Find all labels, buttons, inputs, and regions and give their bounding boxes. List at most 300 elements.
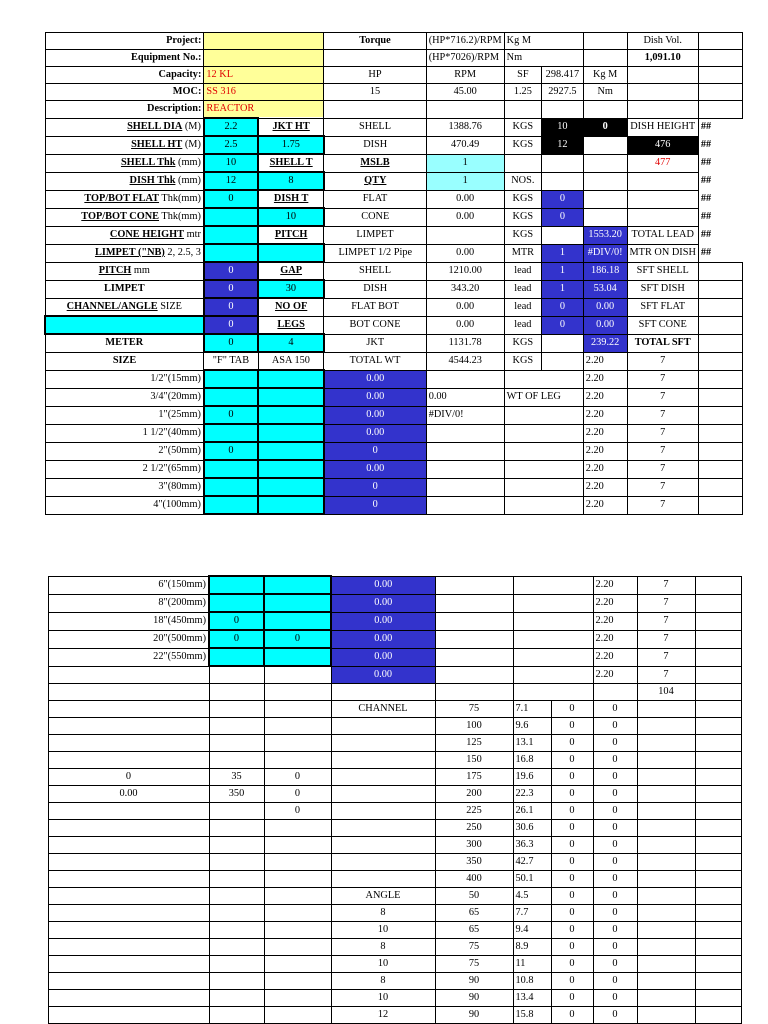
mslb-input[interactable]: 1 — [426, 154, 504, 172]
size-value: 0.00 — [331, 648, 435, 666]
weight-value-9: 0.00 — [426, 316, 504, 334]
meter-input[interactable]: 0 — [204, 334, 258, 352]
limpet-nb-input[interactable] — [204, 244, 258, 262]
capacity-input[interactable]: 12 KL — [204, 67, 324, 84]
mtr-on-dish-label: MTR ON DISH — [627, 244, 698, 262]
section-a — [48, 718, 209, 735]
cell — [695, 956, 741, 973]
asa150-input[interactable] — [264, 576, 331, 594]
spreadsheet-bottom — [0, 575, 768, 1024]
moc-input[interactable]: SS 316 — [204, 84, 324, 101]
f-tab-input[interactable] — [209, 648, 264, 666]
section-size: 300 — [435, 837, 513, 854]
section-d — [331, 820, 435, 837]
size-g: 2.20 — [583, 424, 627, 442]
section-h: 0 — [593, 820, 637, 837]
section-row — [0, 837, 768, 854]
f-tab-input[interactable]: 0 — [209, 612, 264, 630]
size-h: 7 — [627, 388, 698, 406]
cell — [426, 101, 504, 119]
cell — [695, 803, 741, 820]
f-tab-input[interactable]: 0 — [209, 630, 264, 648]
description-input[interactable]: REACTOR — [204, 101, 324, 119]
cell — [695, 837, 741, 854]
asa150-input[interactable] — [264, 648, 331, 666]
section-size: 175 — [435, 769, 513, 786]
section-a — [48, 973, 209, 990]
cell — [695, 854, 741, 871]
unit-shell-dia: (M) — [182, 121, 201, 132]
section-d — [331, 718, 435, 735]
f-tab-input[interactable] — [204, 478, 258, 496]
section-b — [209, 718, 264, 735]
section-size: 100 — [435, 718, 513, 735]
weight-unit-2: KGS — [504, 190, 541, 208]
size-value: 0.00 — [324, 424, 426, 442]
f-tab-input[interactable] — [204, 388, 258, 406]
cell — [695, 576, 741, 594]
section-g: 0 — [551, 837, 593, 854]
weight-unit-5: MTR — [504, 244, 541, 262]
section-h: 0 — [593, 973, 637, 990]
cell — [695, 648, 741, 666]
torque-formula-2: (HP*7026)/RPM — [426, 50, 504, 67]
cell — [627, 190, 698, 208]
weight-value-6: 1210.00 — [426, 262, 504, 280]
overflow-hash: ## — [700, 229, 712, 240]
cell-k11: 12 — [542, 136, 584, 154]
qty-input[interactable]: 1 — [426, 172, 504, 190]
unit-cone-height: mtr — [184, 229, 201, 240]
section-b — [209, 735, 264, 752]
size-row — [0, 370, 768, 388]
cell — [513, 630, 593, 648]
section-h: 0 — [593, 905, 637, 922]
cell-k-l4: 0 — [542, 298, 584, 316]
f-tab-input[interactable] — [209, 594, 264, 612]
section-b — [209, 820, 264, 837]
unit-limpet-nb: 2, 2.5, 3 — [164, 247, 201, 258]
weight-unit-3: KGS — [504, 208, 541, 226]
rpm-label: RPM — [426, 67, 504, 84]
cell — [698, 84, 742, 101]
total-lead-label: TOTAL LEAD — [627, 226, 698, 244]
unit-shell-thk: (mm) — [175, 157, 201, 168]
spreadsheet-top — [0, 32, 768, 515]
section-size: 225 — [435, 803, 513, 820]
asa150-input[interactable] — [264, 612, 331, 630]
section-a — [48, 922, 209, 939]
sft-flat-label: SFT FLAT — [627, 298, 698, 316]
section-g: 0 — [551, 939, 593, 956]
size-h: 7 — [637, 576, 695, 594]
section-d — [331, 786, 435, 803]
section-weight: 13.1 — [513, 735, 551, 752]
section-weight: 42.7 — [513, 854, 551, 871]
section-d: 8 — [331, 973, 435, 990]
label-pitch-2: PITCH — [258, 226, 324, 244]
section-b — [209, 803, 264, 820]
section-b — [209, 1007, 264, 1024]
cell — [698, 352, 742, 370]
shell-ht-input[interactable]: 2.5 — [204, 136, 258, 154]
cell — [698, 33, 742, 50]
cell — [324, 50, 426, 67]
cell — [542, 101, 584, 119]
asa150-input[interactable] — [258, 388, 324, 406]
section-size: 90 — [435, 990, 513, 1007]
weight-label-8: FLAT BOT — [324, 298, 426, 316]
size-e — [426, 424, 504, 442]
weight-value-2: 0.00 — [426, 190, 504, 208]
section-size: 75 — [435, 701, 513, 718]
weight-unit-8: lead — [504, 298, 541, 316]
shell-thk-input[interactable]: 10 — [204, 154, 258, 172]
f-tab-input[interactable] — [209, 576, 264, 594]
size-row — [0, 648, 768, 666]
weight-label-3: CONE — [324, 208, 426, 226]
section-a — [48, 871, 209, 888]
size-row — [0, 576, 768, 594]
section-a — [48, 752, 209, 769]
label-f-tab: "F" TAB — [204, 352, 258, 370]
overflow-hash: ## — [700, 246, 712, 258]
section-row — [0, 735, 768, 752]
cell — [695, 594, 741, 612]
cell — [627, 84, 698, 101]
section-row — [0, 786, 768, 803]
cell — [695, 820, 741, 837]
f-tab-input[interactable] — [204, 460, 258, 478]
cell — [695, 630, 741, 648]
section-g: 0 — [551, 735, 593, 752]
project-input[interactable] — [204, 33, 324, 50]
cell — [695, 666, 741, 684]
cell — [513, 612, 593, 630]
unit-shell-ht: (M) — [182, 139, 201, 150]
weight-label-9: BOT CONE — [324, 316, 426, 334]
size-value: 0.00 — [324, 460, 426, 478]
section-size: 75 — [435, 956, 513, 973]
size-g: 2.20 — [593, 612, 637, 630]
f-tab-input[interactable]: 0 — [204, 406, 258, 424]
cell — [637, 820, 695, 837]
cell — [583, 50, 627, 67]
section-row — [0, 905, 768, 922]
asa150-input[interactable] — [264, 594, 331, 612]
weight-value-4 — [426, 226, 504, 244]
overflow-hash: ## — [700, 193, 712, 204]
cell — [695, 871, 741, 888]
weight-value-5: 0.00 — [426, 244, 504, 262]
size-label: 22"(550mm) — [48, 648, 209, 666]
asa150-input[interactable]: 0 — [264, 630, 331, 648]
total-lead-value: 1553.20 — [583, 226, 627, 244]
size-label: 2 1/2"(65mm) — [45, 460, 204, 478]
cell-k-l3: 1 — [542, 280, 584, 298]
section-h: 0 — [593, 1007, 637, 1024]
section-row — [0, 803, 768, 820]
section-weight: 19.6 — [513, 769, 551, 786]
cell — [695, 735, 741, 752]
section-h: 0 — [593, 956, 637, 973]
size-g: 2.20 — [583, 496, 627, 514]
section-h: 0 — [593, 871, 637, 888]
section-size: 400 — [435, 871, 513, 888]
asa150-input[interactable] — [258, 460, 324, 478]
legs-input[interactable]: 4 — [258, 334, 324, 352]
cell — [435, 630, 513, 648]
size-label: 20"(500mm) — [48, 630, 209, 648]
size-label — [48, 666, 209, 684]
section-size: 125 — [435, 735, 513, 752]
section-size: 65 — [435, 922, 513, 939]
section-weight: 22.3 — [513, 786, 551, 803]
f-tab-input[interactable]: 0 — [204, 442, 258, 460]
size-e — [426, 478, 504, 496]
cell — [695, 752, 741, 769]
section-row — [0, 956, 768, 973]
size-h: 7 — [627, 370, 698, 388]
section-g: 0 — [551, 820, 593, 837]
section-h: 0 — [593, 786, 637, 803]
weight-unit-1: KGS — [504, 136, 541, 154]
section-h: 0 — [593, 854, 637, 871]
section-b — [209, 871, 264, 888]
cell — [627, 208, 698, 226]
overflow-hash: ## — [700, 121, 712, 133]
cell — [542, 172, 584, 190]
cell — [637, 973, 695, 990]
hp-value: 15 — [324, 84, 426, 101]
label-topbot-flat: TOP/BOT FLAT — [84, 193, 160, 204]
section-size: 150 — [435, 752, 513, 769]
section-a — [48, 990, 209, 1007]
section-a: 0 — [48, 769, 209, 786]
cell — [583, 101, 627, 119]
cell — [583, 154, 627, 172]
cell — [583, 136, 627, 154]
cell — [637, 786, 695, 803]
size-g: 2.20 — [593, 648, 637, 666]
label-shell-thk: SHELL Thk — [120, 157, 176, 168]
label-qty: QTY — [324, 172, 426, 190]
section-g: 0 — [551, 922, 593, 939]
size-e — [426, 370, 504, 388]
section-a — [48, 939, 209, 956]
size-g: 2.20 — [593, 630, 637, 648]
section-d — [331, 837, 435, 854]
section-a — [48, 735, 209, 752]
pitch-2-input[interactable] — [258, 244, 324, 262]
section-d — [331, 854, 435, 871]
label-description: Description: — [45, 101, 204, 119]
cone-height-input[interactable] — [204, 226, 258, 244]
section-g: 0 — [551, 956, 593, 973]
f-tab-input[interactable] — [204, 424, 258, 442]
size-e — [426, 460, 504, 478]
size-label: 8"(200mm) — [48, 594, 209, 612]
cell — [698, 280, 742, 298]
size-h: 7 — [627, 478, 698, 496]
value-477: 477 — [627, 154, 698, 172]
cell — [637, 871, 695, 888]
label-shell-dia: SHELL DIA — [127, 121, 183, 132]
size-row — [0, 612, 768, 630]
section-d — [331, 735, 435, 752]
size-e — [426, 496, 504, 514]
cell — [627, 101, 698, 119]
overflow-hash: ## — [700, 175, 712, 186]
section-b — [209, 939, 264, 956]
asa150-input[interactable] — [258, 370, 324, 388]
section-a — [48, 837, 209, 854]
cell — [637, 735, 695, 752]
f-tab-input[interactable] — [204, 370, 258, 388]
torque-label: Torque — [324, 33, 426, 50]
asa150-input[interactable] — [258, 478, 324, 496]
section-row — [0, 871, 768, 888]
section-b: 350 — [209, 786, 264, 803]
section-h: 0 — [593, 888, 637, 905]
shell-dia-input[interactable]: 2.2 — [204, 118, 258, 136]
size-e: #DIV/0! — [426, 406, 504, 424]
jkt-ht-input[interactable]: 1.75 — [258, 136, 324, 154]
section-weight: 11 — [513, 956, 551, 973]
cell — [695, 1007, 741, 1024]
section-size: 65 — [435, 905, 513, 922]
gap-input[interactable]: 30 — [258, 280, 324, 298]
dish-thk-input[interactable]: 12 — [204, 172, 258, 190]
asa150-input[interactable] — [258, 424, 324, 442]
label-no-of: NO OF — [258, 298, 324, 316]
dish-t-input[interactable]: 10 — [258, 208, 324, 226]
size-g: 2.20 — [583, 442, 627, 460]
label-shell-ht: SHELL HT — [131, 139, 183, 150]
section-g: 0 — [551, 769, 593, 786]
cell — [698, 50, 742, 67]
cell — [637, 956, 695, 973]
unit-pitch: mm — [131, 265, 150, 276]
weight-label-10: JKT — [324, 334, 426, 352]
size-label: 2"(50mm) — [45, 442, 204, 460]
size-h: 7 — [637, 630, 695, 648]
section-b — [209, 956, 264, 973]
section-row — [0, 888, 768, 905]
pitch-input[interactable]: 0 — [204, 262, 258, 280]
nos-label: NOS. — [504, 172, 541, 190]
size-h: 7 — [637, 594, 695, 612]
f-tab-input[interactable] — [204, 496, 258, 514]
weight-value-3: 0.00 — [426, 208, 504, 226]
size-row — [0, 388, 768, 406]
cell — [698, 424, 742, 442]
torque-nm-value: 2927.5 — [542, 84, 584, 101]
cell — [695, 888, 741, 905]
section-size: 90 — [435, 973, 513, 990]
size-f — [504, 370, 583, 388]
section-c — [264, 854, 331, 871]
size-value: 0.00 — [331, 630, 435, 648]
topbot-flat-input[interactable]: 0 — [204, 190, 258, 208]
section-h: 0 — [593, 939, 637, 956]
cell — [698, 478, 742, 496]
blank-row-input[interactable]: 0 — [204, 316, 258, 334]
asa150-input[interactable] — [258, 442, 324, 460]
torque-unit-2: Nm — [504, 50, 583, 67]
cell — [695, 701, 741, 718]
section-b — [209, 854, 264, 871]
size-h: 7 — [627, 442, 698, 460]
section-weight: 8.9 — [513, 939, 551, 956]
torque-unit-1: Kg M — [504, 33, 583, 50]
size-h: 7 — [637, 666, 695, 684]
cell — [695, 939, 741, 956]
cell — [513, 684, 593, 701]
section-b — [209, 752, 264, 769]
label-dish-t: DISH T — [258, 190, 324, 208]
size-label: 1"(25mm) — [45, 406, 204, 424]
label-meter: METER — [45, 334, 204, 352]
section-b — [209, 888, 264, 905]
label-size: SIZE — [45, 352, 204, 370]
size-h: 7 — [637, 612, 695, 630]
channel-angle-size-input[interactable] — [45, 316, 204, 334]
cell — [637, 990, 695, 1007]
label-capacity: Capacity: — [45, 67, 204, 84]
cell — [637, 803, 695, 820]
asa150-input[interactable] — [258, 496, 324, 514]
torque-formula-1: (HP*716.2)/RPM — [426, 33, 504, 50]
limpet-input[interactable]: 0 — [204, 280, 258, 298]
cell — [637, 718, 695, 735]
cell-l10: 0 — [583, 118, 627, 136]
cell — [695, 718, 741, 735]
cell — [695, 769, 741, 786]
sft-shell-label: SFT SHELL — [627, 262, 698, 280]
section-d: 12 — [331, 1007, 435, 1024]
size-e — [426, 442, 504, 460]
topbot-cone-input[interactable] — [204, 208, 258, 226]
section-d — [331, 803, 435, 820]
section-weight: 10.8 — [513, 973, 551, 990]
sft-cone-label: SFT CONE — [627, 316, 698, 334]
size-label: 6"(150mm) — [48, 576, 209, 594]
section-weight: 7.1 — [513, 701, 551, 718]
section-c — [264, 990, 331, 1007]
section-row — [0, 854, 768, 871]
section-weight: 26.1 — [513, 803, 551, 820]
section-weight: 16.8 — [513, 752, 551, 769]
section-size: 250 — [435, 820, 513, 837]
section-c — [264, 1007, 331, 1024]
section-row — [0, 820, 768, 837]
weight-unit-9: lead — [504, 316, 541, 334]
label-dish-thk: DISH Thk — [129, 175, 176, 186]
section-weight: 15.8 — [513, 1007, 551, 1024]
equipment-no-input[interactable] — [204, 50, 324, 67]
label-moc: MOC: — [45, 84, 204, 101]
channel-angle-input[interactable]: 0 — [204, 298, 258, 316]
cell — [264, 684, 331, 701]
asa150-input[interactable] — [258, 406, 324, 424]
dish-vol-value: 1,091.10 — [627, 50, 698, 67]
cell-k14: 0 — [542, 208, 584, 226]
cell — [209, 684, 264, 701]
shell-t-input[interactable]: 8 — [258, 172, 324, 190]
unit-topbot-cone: Thk(mm) — [159, 211, 201, 222]
section-h: 0 — [593, 769, 637, 786]
